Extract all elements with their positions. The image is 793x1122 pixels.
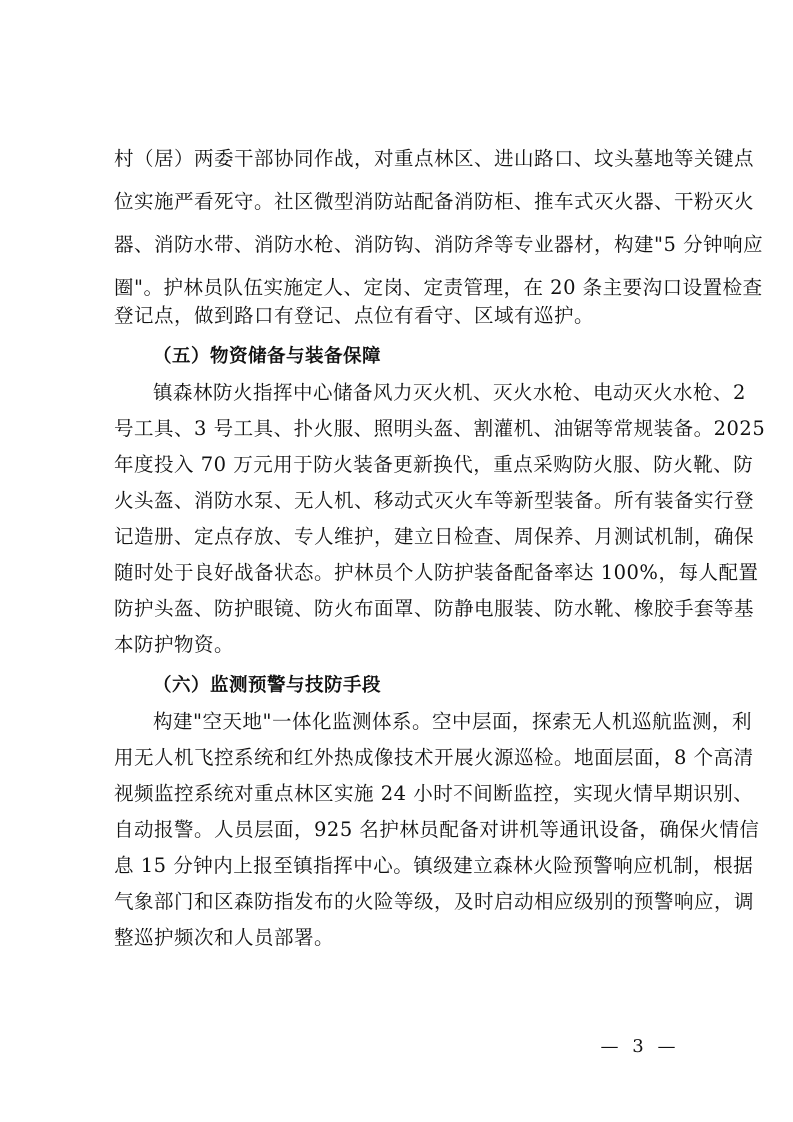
paragraph-line: 整巡护频次和人员部署。 xyxy=(114,926,335,949)
section-heading: （六）监测预警与技防手段 xyxy=(153,675,382,696)
paragraph-line: 本防护物资。 xyxy=(114,633,235,656)
paragraph-line: 用无人机飞控系统和红外热成像技术开展火源巡检。地面层面，8 个高清 xyxy=(114,746,754,769)
page-number: — 3 — xyxy=(600,1036,680,1057)
paragraph-line: 防护头盔、防护眼镜、防火布面罩、防静电服装、防水靴、橡胶手套等基 xyxy=(114,597,755,620)
paragraph-line: 火头盔、消防水泵、无人机、移动式灭火车等新型装备。所有装备实行登 xyxy=(114,489,755,512)
paragraph-line: 气象部门和区森防指发布的火险等级，及时启动相应级别的预警响应，调 xyxy=(114,890,755,913)
section-heading: （五）物资储备与装备保障 xyxy=(153,346,382,367)
paragraph-line: 村（居）两委干部协同作战，对重点林区、进山路口、坟头墓地等关键点 xyxy=(114,147,755,170)
paragraph-line: 镇森林防火指挥中心储备风力灭火机、灭火水枪、电动灭火水枪、2 xyxy=(153,381,746,404)
paragraph-line: 年度投入 70 万元用于防火装备更新换代，重点采购防火服、防火靴、防 xyxy=(114,453,754,476)
paragraph-line: 器、消防水带、消防水枪、消防钩、消防斧等专业器材，构建"5 分钟响应 xyxy=(114,233,764,256)
paragraph-line: 号工具、3 号工具、扑火服、照明头盔、割灌机、油锯等常规装备。2025 xyxy=(114,417,766,440)
paragraph-line: 记造册、定点存放、专人维护，建立日检查、周保养、月测试机制，确保 xyxy=(114,525,755,548)
paragraph-line: 登记点，做到路口有登记、点位有看守、区域有巡护。 xyxy=(114,304,595,327)
paragraph-line: 构建"空天地"一体化监测体系。空中层面，探索无人机巡航监测，利 xyxy=(153,710,752,733)
paragraph-line: 位实施严看死守。社区微型消防站配备消防柜、推车式灭火器、干粉灭火 xyxy=(114,190,755,213)
paragraph-line: 视频监控系统对重点林区实施 24 小时不间断监控，实现火情早期识别、 xyxy=(114,782,754,805)
paragraph-line: 圈"。护林员队伍实施定人、定岗、定责管理，在 20 条主要沟口设置检查 xyxy=(114,276,763,299)
paragraph-line: 自动报警。人员层面，925 名护林员配备对讲机等通讯设备，确保火情信 xyxy=(114,818,760,841)
paragraph-line: 息 15 分钟内上报至镇指挥中心。镇级建立森林火险预警响应机制，根据 xyxy=(114,854,754,877)
paragraph-line: 随时处于良好战备状态。护林员个人防护装备配备率达 100%，每人配置 xyxy=(114,561,759,584)
